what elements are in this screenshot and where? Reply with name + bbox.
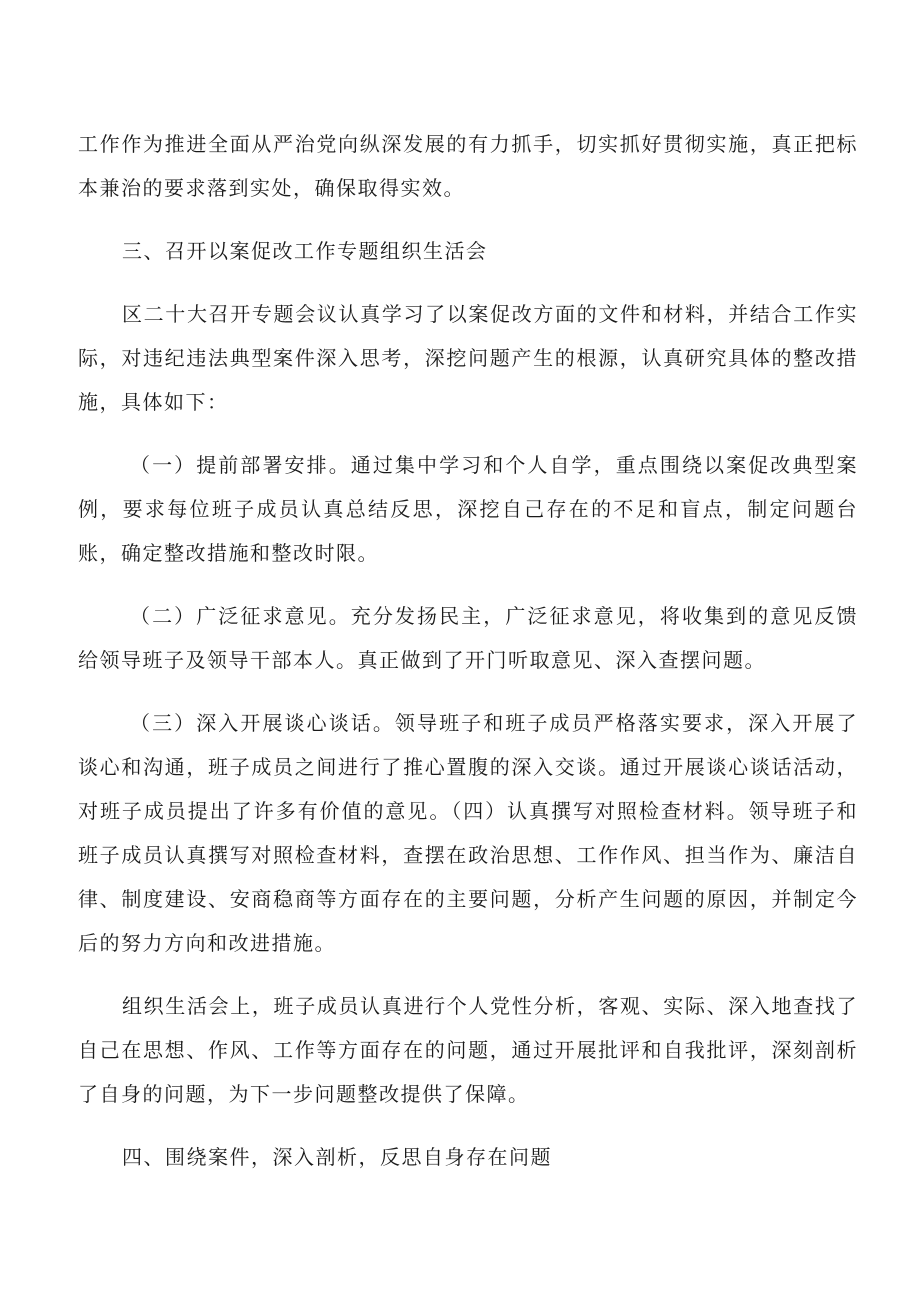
paragraph-intro: 区二十大召开专题会议认真学习了以案促改方面的文件和材料，并结合工作实际，对违纪违法典型案件深入思考，深挖问题产生的根源，认真研究具体的整改措施，具体如下：	[78, 302, 858, 414]
section-heading-3: 三、召开以案促改工作专题组织生活会	[122, 239, 488, 263]
paragraph-item-1: （一）提前部署安排。通过集中学习和个人自学，重点围绕以案促改典型案例，要求每位班子成员认真总结反思，深挖自己存在的不足和盲点，制定问题台账，确定整改措施和整改时限。	[78, 453, 858, 565]
document-body	[78, 122, 858, 1198]
paragraph-summary: 组织生活会上，班子成员认真进行个人党性分析，客观、实际、深入地查找了自己在思想、作风、工作等方面存在的问题，通过开展批评和自我批评，深刻剖析了自身的问题，为下一步问题整改提供了保障。	[78, 994, 858, 1106]
paragraph-continuation: 工作作为推进全面从严治党向纵深发展的有力抓手，切实抓好贯彻实施，真正把标本兼治的要求落到实处，确保取得实效。	[78, 132, 858, 200]
section-heading-4: 四、围绕案件，深入剖析，反思自身存在问题	[122, 1145, 552, 1169]
paragraph-item-2: （二）广泛征求意见。充分发扬民主，广泛征求意见，将收集到的意见反馈给领导班子及领导干部本人。真正做到了开门听取意见、深入查摆问题。	[78, 604, 858, 672]
paragraph-item-3: （三）深入开展谈心谈话。领导班子和班子成员严格落实要求，深入开展了谈心和沟通，班子成员之间进行了推心置腹的深入交谈。通过开展谈心谈话活动，对班子成员提出了许多有价值的意见。（四）认真撰写对照检查材料。领导班子和班子成员认真撰写对照检查材料，查摆在政治思想、工作作风、担当作为、廉洁自律、制度建设、安商稳商等方面存在的主要问题，分析产生问题的原因，并制定今后的努力方向和改进措施。	[78, 711, 858, 955]
